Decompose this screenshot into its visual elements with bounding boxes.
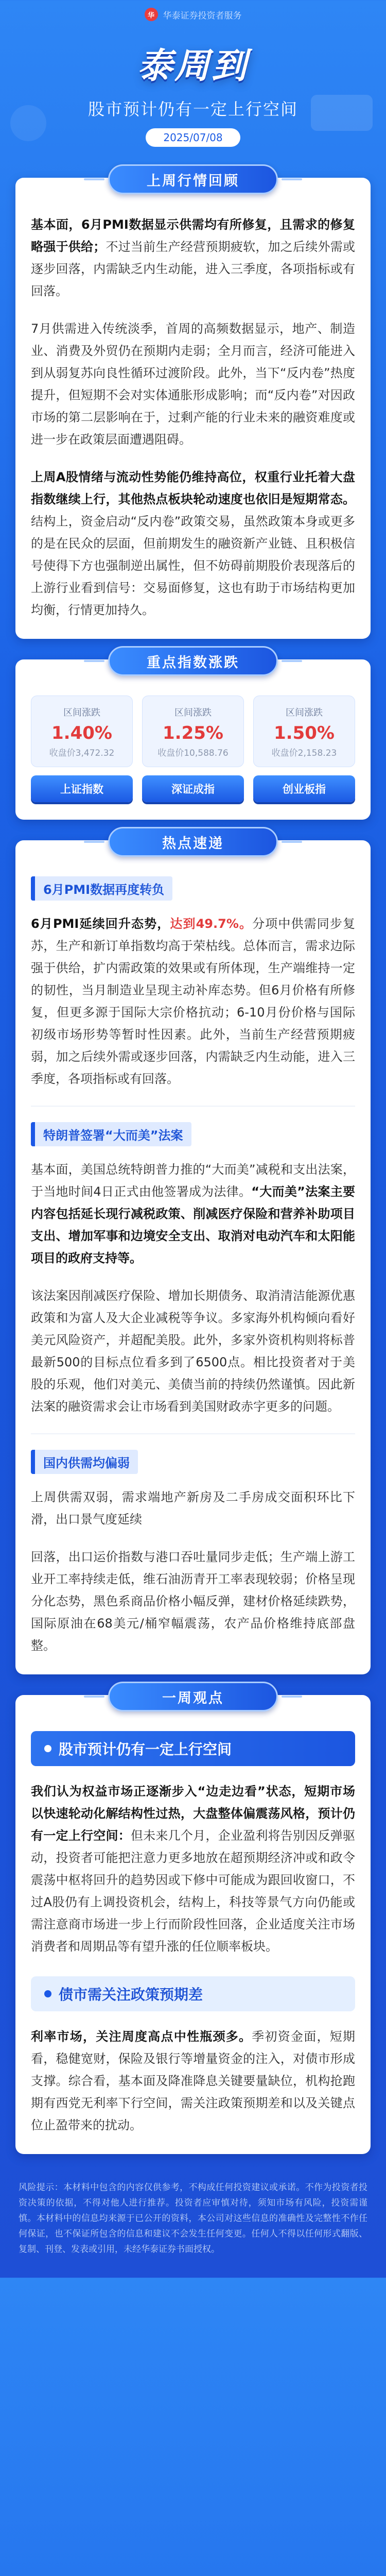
index-row [31,696,355,802]
brand-bar [0,0,386,23]
divider [31,1106,355,1107]
topic-bill-paragraph-1 [31,1159,355,1269]
topic-pmi-highlight: 达到49.7%。 [170,917,253,931]
index-button-cyb[interactable]: 创业板指 [253,775,355,802]
index-range-label: 区间涨跌 [174,707,212,718]
index-button-sh[interactable]: 上证指数 [31,775,133,802]
section-hot-topics [15,835,371,1674]
review-p1-bold: 6月PMI数据显示供需均有所修复，且需求的修复略强于供给； [31,217,356,254]
section-weekly-review [15,173,371,639]
view-bond-bold: 利率市场，关注周度高点中性瓶颈多。 [31,2029,252,2044]
hero [0,23,386,157]
index-card-sh [31,696,133,802]
review-p1-lead: 基本面， [31,217,81,232]
topic-tag-supply: 国内供需均偏弱 [31,1450,138,1474]
decoration-circle-icon [10,105,46,141]
review-p1-rest: 不过当前生产经营预期疲软，加之后续外需或逐步回落，内需缺乏内生动能，进入三季度，各项指标或有回落。 [31,240,356,298]
view-title-bond [31,1976,355,2011]
index-stat-box [31,696,133,767]
view-equity-bold: 我们认为权益市场正逐渐步入“边走边看”状态，短期市场以快速轮动化解结构性过热，大盘整体偏震荡风格，预计仍有一定上行空间： [31,1784,355,1843]
index-close-value: 收盘价3,472.32 [49,748,115,758]
bullet-icon [44,1745,51,1752]
index-stat-box [142,696,244,767]
section-heading: 一周观点 [108,1682,278,1711]
brand-name: 华泰证券投资者服务 [163,10,242,21]
view-equity-rest: 但未来几个月，企业盈利将告别因反弹驱动，投资者可能把注意力更多地放在超预期经济冲或和政令震荡中枢将回升的趋势因或下修中可能成为跟回收窗口，不过A股仍有上调投资机会，结构上，科技等景气方向仍能或需注意商市场进一步上行而阶段性回落，企业适度关注市场消费者和周期品等有望升涨的任位顺率板块。 [31,1828,356,1954]
index-range-label: 区间涨跌 [63,707,100,718]
topic-supply-paragraph-2: 回落，出口运价指数与港口吞吐量同步走低；生产端上游工业开工率持续走低，维石油沥青开工率表现较弱；价格呈现分化态势，黑色系商品价格小幅反弹，建材价格延续跌势，国际原油在68美元/桶窄幅震荡，农产品价格维持底部盘整。 [31,1550,355,1653]
section-heading: 上周行情回顾 [108,164,278,194]
topic-tag-pmi: 6月PMI数据再度转负 [31,876,172,901]
review-p3-rest: 结构上，资金启动“反内卷”政策交易，虽然政策本身或更多的是在民众的层面，但前期发生的融资新产业链、且积极信号使得下方也强制逆出属性，但不妨碍前期股价表现落后的上游行业看到信号：交易面修复，这也有助于市场结构更加均衡，行情更加持久。 [31,514,355,617]
index-close-value: 收盘价2,158.23 [271,748,337,758]
index-card-sz [142,696,244,802]
view-title-equity [31,1731,355,1766]
topic-bill-paragraph-2: 该法案因削减医疗保险、增加长期债务、取消清洁能源优惠政策和为富人及大企业减税等争议。多家海外机构倾向看好美元风险资产，并超配美股。此外，多家外资机构则将标普最新500的目标点位看多到了6500点。相比投资者对于美股的乐观，他们对美元、美债当前的持续仍然谨慎。因此新法案的融资需求会让市场看到美国财政赤字更多的问题。 [31,1289,355,1414]
view-bond-paragraph [31,2026,355,2137]
view-bond-rest: 季初资金面，短期看，稳健宽财，保险及银行等增量资金的注入，对债市形成支撑。综合看，基本面及降准降息关键要量缺位，机构抢跑期有西党无利率下行空间，需关注政策预期差和以及关键点位止盈带来的扰动。 [31,2029,355,2132]
hero-date-badge: 2025/07/08 [146,128,240,147]
hero-title: 泰周到 [137,46,249,87]
index-range-label: 区间涨跌 [286,707,323,718]
index-stat-box [253,696,355,767]
index-change-pct: 1.40% [51,723,112,743]
topic-tag-bill: 特朗普签署“大而美”法案 [31,1122,191,1146]
index-change-pct: 1.25% [163,723,223,743]
view-block-bond [31,1976,355,2137]
section-weekly-views [15,1690,371,2154]
topic-supply-paragraph-1: 上周供需双弱，需求端地产新房及二手房成交面积环比下滑，出口景气度延续 [31,1490,355,1527]
bullet-icon [44,1990,51,1997]
view-equity-paragraph [31,1781,355,1958]
review-p3-bold: 上周A股情绪与流动性势能仍维持高位，权重行业托着大盘指数继续上行，其他热点板块轮动速度也依旧是短期常态。 [31,470,355,506]
section-key-index [15,654,371,820]
review-paragraph-1 [31,214,355,302]
index-change-pct: 1.50% [274,723,335,743]
topic-bill-intro: 基本面，美国总统特朗普力推的“大而美”减税和支出法案，于当地时间4日正式由他签署成为法律。 [31,1162,355,1199]
index-button-sz[interactable]: 深证成指 [142,775,244,802]
section-heading: 重点指数涨跌 [108,646,278,676]
topic-pmi-lead: 6月PMI延续回升态势， [31,917,170,931]
view-title-text: 股市预计仍有一定上行空间 [59,1741,232,1758]
view-title-text: 债市需关注政策预期差 [59,1986,203,2003]
risk-disclaimer: 风险提示：本材料中包含的内容仅供参考，不构成任何投资建议或承诺。不作为投资者投资决策的依据，不得对他人进行推荐。投资者应审慎对待，须知市场有风险，投资需谨慎。本材料中的信息均来源于已公开的资料，本公司对这些信息的准确性及完整性不作任何保证，也不保证所包含的信息和建议不会发生任何变更。任何人不得以任何形式翻版、复制、刊登、发表或引用，未经华泰证券书面授权。 [19,2182,367,2255]
section-heading: 热点速递 [108,827,278,857]
hero-subtitle: 股市预计仍有一定上行空间 [87,99,298,119]
brand-logo-icon: 华 [145,8,158,21]
topic-pmi-paragraph [31,913,355,1090]
topic-bill-bold: “大而美”法案主要内容包括延长现行减税政策、削减医疗保险和营养补助项目支出、增加军事和边境安全支出、取消对电动汽车和太阳能项目的政府支持等。 [31,1184,355,1265]
index-card-cyb [253,696,355,802]
decoration-panel-icon [311,95,373,131]
index-close-value: 收盘价10,588.76 [157,748,229,758]
divider [31,1433,355,1434]
review-paragraph-3 [31,466,355,621]
view-block-equity [31,1731,355,1958]
topic-pmi-rest: 分项中供需同步复苏，生产和新订单指数均高于荣枯线。总体而言，需求边际强于供给，扩内需政策的效果或有所体现，生产端维持一定的韧性，当月制造业呈现主动补库态势。但6月价格有所修复，但更多源于国际大宗价格抗动；6-10月份价格与国际初级市场形势等暂时性因素。此外，当前生产经营预期疲弱，加之后续外需或逐步回落，内需缺乏内生动能，进入三季度，各项指标或有回落。 [31,917,355,1086]
review-paragraph-2: 7月供需进入传统淡季，首周的高频数据显示，地产、制造业、消费及外贸仍在预期内走弱；全月而言，经济可能进入到从弱复苏向良性循环过渡阶段。此外，当下“反内卷”热度提升，但短期不会对实体通胀形成影响；而“反内卷”对因政市场的第二层影响在于，过剩产能的行业未来的融资难度或进一步在政策层面遭遇阻碍。 [31,321,355,447]
